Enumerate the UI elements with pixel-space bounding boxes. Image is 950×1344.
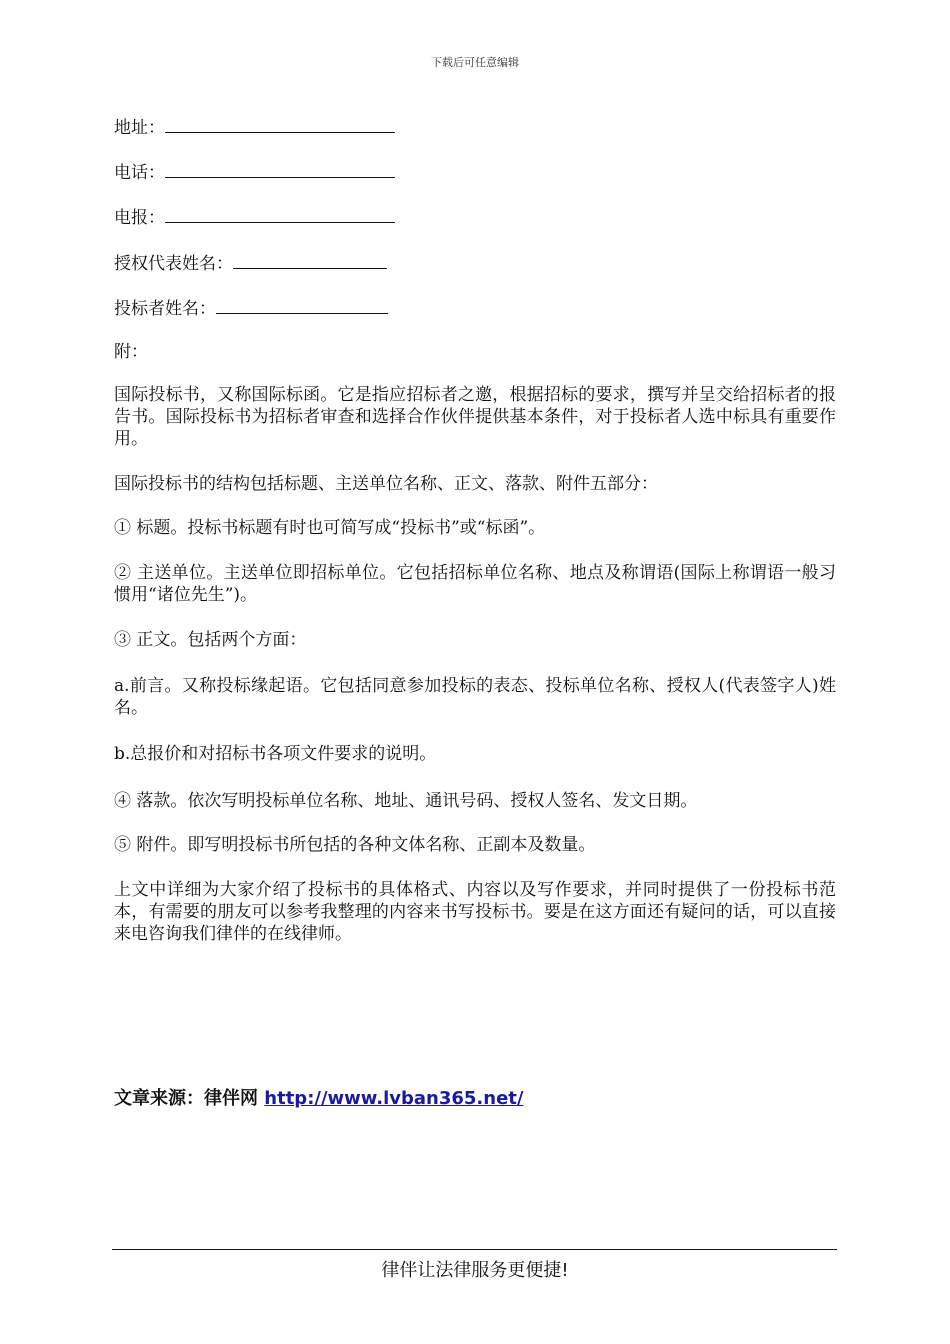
footer-slogan: 律伴让法律服务更便捷! <box>381 1260 569 1281</box>
page-header-note: 下载后可任意编辑 <box>431 56 519 69</box>
bidder-name-blank-line <box>216 295 388 314</box>
address-blank-line <box>165 114 395 133</box>
phone-blank-line <box>165 159 395 178</box>
telegram-field <box>114 204 395 230</box>
body-paragraph-1: 国际投标书，又称国际标函。它是指应招标者之邀，根据招标的要求，撰写并呈交给招标者的报告书。国际投标书为招标者审查和选择合作伙伴提供基本条件，对于投标者人选中标具有重要作用。 <box>114 385 836 449</box>
article-source <box>114 1084 523 1110</box>
body-paragraph-2: 国际投标书的结构包括标题、主送单位名称、正文、落款、附件五部分： <box>114 474 658 494</box>
body-paragraph-6: a.前言。又称投标缘起语。它包括同意参加投标的表态、投标单位名称、授权人(代表签字人)姓名。 <box>114 676 836 718</box>
address-label: 地址： <box>114 118 165 138</box>
source-label: 文章来源：律伴网 <box>114 1088 265 1109</box>
bidder-name-label: 投标者姓名： <box>114 299 216 319</box>
body-paragraph-8: ④ 落款。依次写明投标单位名称、地址、通讯号码、授权人签名、发文日期。 <box>114 791 698 811</box>
bidder-name-field <box>114 295 388 321</box>
body-paragraph-4: ② 主送单位。主送单位即招标单位。它包括招标单位名称、地点及称谓语(国际上称谓语一般习惯用“诸位先生”)。 <box>114 563 836 605</box>
rep-name-label: 授权代表姓名： <box>114 254 233 274</box>
body-paragraph-10: 上文中详细为大家介绍了投标书的具体格式、内容以及写作要求，并同时提供了一份投标书范本，有需要的朋友可以参考我整理的内容来书写投标书。要是在这方面还有疑问的话，可以直接来电咨询我们律伴的在线律师。 <box>114 880 836 944</box>
body-paragraph-9: ⑤ 附件。即写明投标书所包括的各种文体名称、正副本及数量。 <box>114 835 596 855</box>
telegram-label: 电报： <box>114 208 165 228</box>
body-paragraph-7: b.总报价和对招标书各项文件要求的说明。 <box>114 744 437 764</box>
rep-name-field <box>114 250 387 276</box>
phone-label: 电话： <box>114 163 165 183</box>
body-paragraph-5: ③ 正文。包括两个方面： <box>114 630 307 650</box>
address-field <box>114 114 395 140</box>
appendix-label: 附： <box>114 342 148 362</box>
rep-name-blank-line <box>233 250 387 269</box>
source-link[interactable]: http://www.lvban365.net/ <box>264 1088 524 1109</box>
body-paragraph-3: ① 标题。投标书标题有时也可简写成“投标书”或“标函”。 <box>114 518 546 538</box>
telegram-blank-line <box>165 204 395 223</box>
footer-divider <box>112 1249 837 1250</box>
phone-field <box>114 159 395 185</box>
